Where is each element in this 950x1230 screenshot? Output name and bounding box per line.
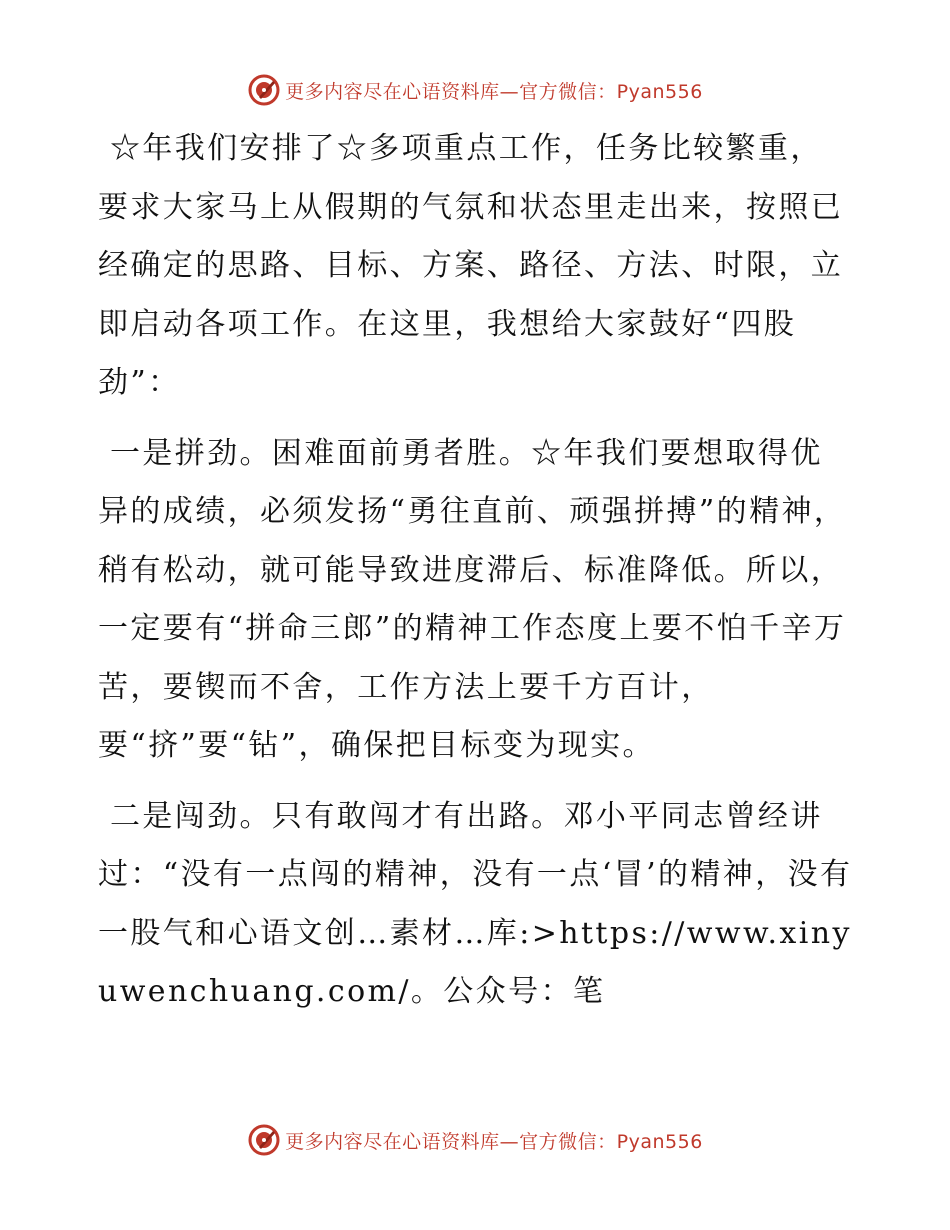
header-banner	[0, 70, 950, 110]
footer-banner	[0, 1120, 950, 1160]
footer-banner-inner	[247, 1123, 703, 1157]
header-banner-inner	[247, 73, 703, 107]
pen-nib-circle-icon	[247, 73, 281, 107]
header-banner-text: 更多内容尽在心语资料库—官方微信：Pyan556	[285, 80, 703, 103]
paragraph-intro: ☆年我们安排了☆多项重点工作，任务比较繁重，要求大家马上从假期的气氛和状态里走出来，按照已经确定的思路、目标、方案、路径、方法、时限，立即启动各项工作。在这里，我想给大家鼓好“四股劲”：	[98, 131, 844, 400]
pen-nib-circle-icon	[247, 1123, 281, 1157]
footer-banner-text: 更多内容尽在心语资料库—官方微信：Pyan556	[285, 1130, 703, 1153]
paragraph-pinjin: 一是拼劲。困难面前勇者胜。☆年我们要想取得优异的成绩，必须发扬“勇往直前、顽强拼搏”的精神，稍有松动，就可能导致进度滞后、标准降低。所以，一定要有“拼命三郎”的精神工作态度上要不怕千辛万苦，要锲而不舍，工作方法上要千方百计，要“挤”要“钻”，确保把目标变为现实。	[98, 435, 847, 763]
document-body	[98, 120, 853, 1034]
paragraph-chuangjin: 二是闯劲。只有敢闯才有出路。邓小平同志曾经讲过：“没有一点闯的精神，没有一点‘冒’的精神，没有一股气和心语文创…素材…库:>https://www.xinyuwenchuang.com/。公众号：笔	[98, 798, 853, 1009]
